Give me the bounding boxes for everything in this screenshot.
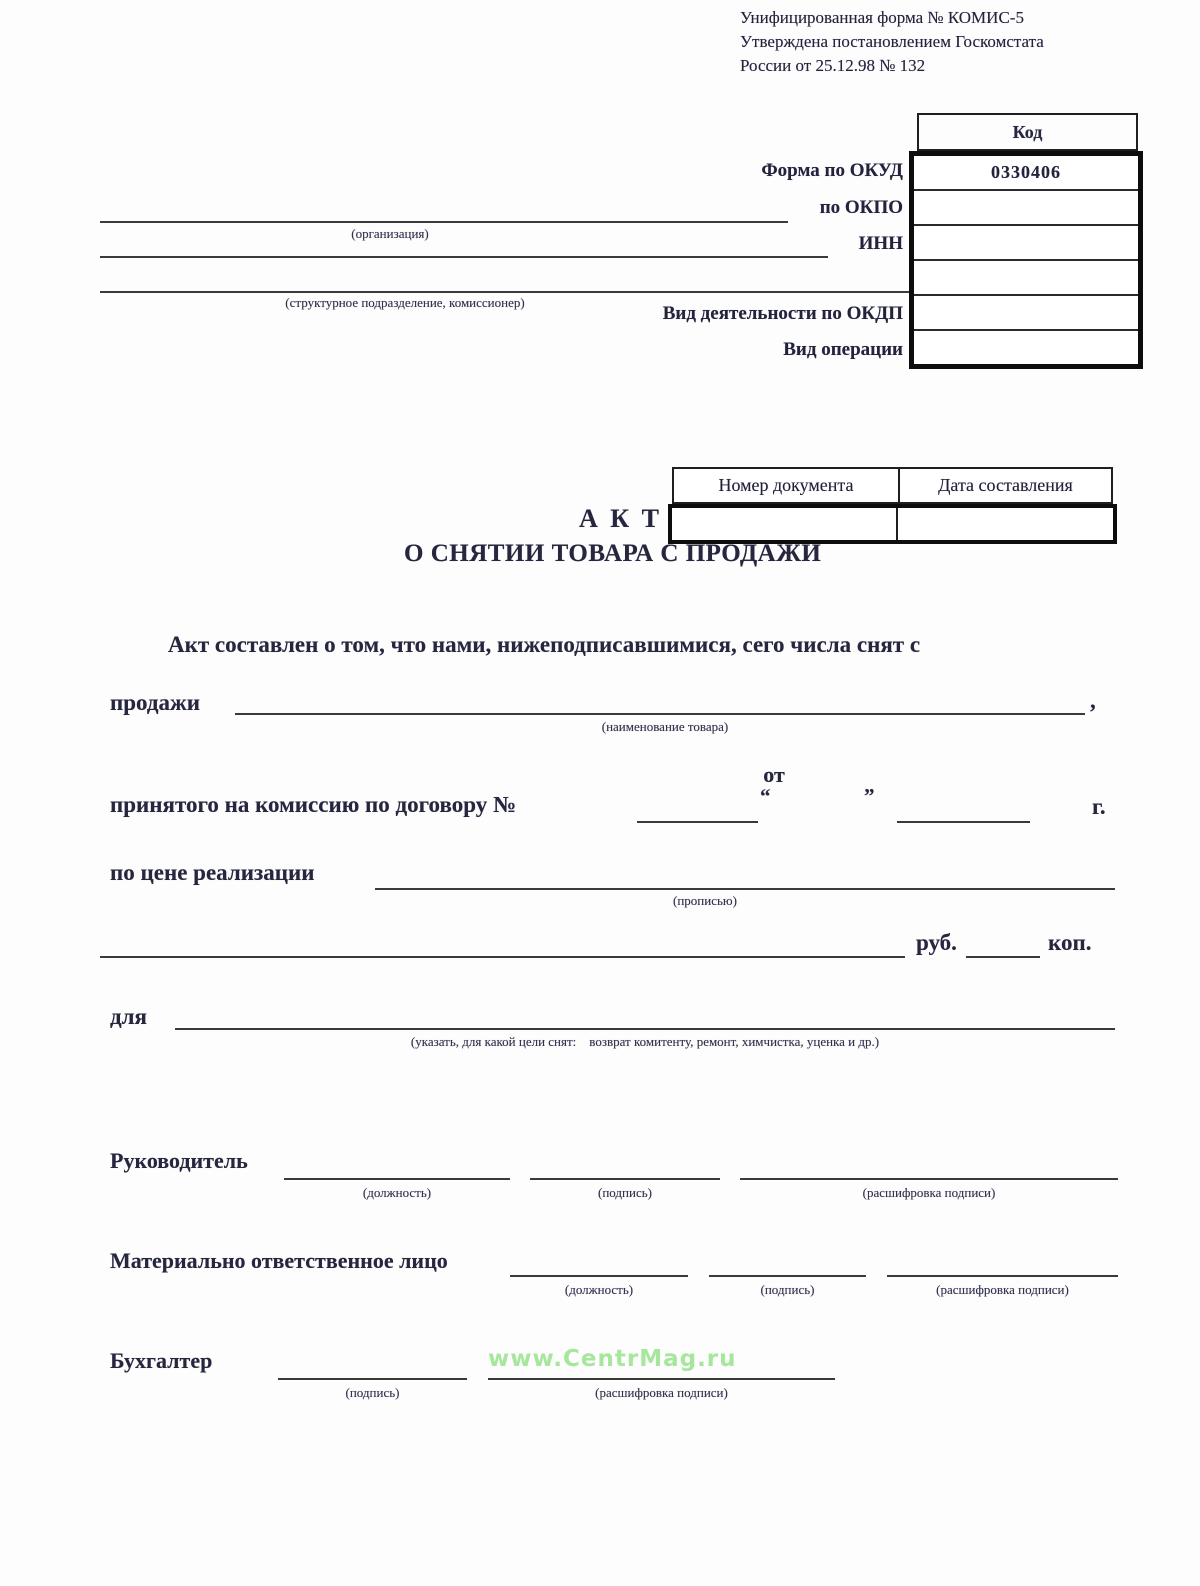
mol-fullname-field [887, 1275, 1118, 1297]
okdp-label: Вид деятельности по ОКДП [662, 303, 903, 324]
mol-fullname-line [887, 1275, 1118, 1277]
title-akt: А К Т [579, 504, 662, 533]
accountant-signature-line [278, 1378, 467, 1380]
price-words-hint: (прописью) [673, 893, 737, 908]
doc-date-header: Дата составления [938, 475, 1073, 495]
signature-accountant-role: Бухгалтер [110, 1348, 213, 1373]
title-subtitle: О СНЯТИИ ТОВАРА С ПРОДАЖИ [404, 540, 822, 567]
intro-text: Акт составлен о том, что нами, нижеподписавшимися, сего числа снят с [168, 632, 921, 657]
code-cell-operation [914, 329, 1138, 364]
approval-note-line3: России от 25.12.98 № 132 [740, 56, 926, 75]
product-name-line [235, 713, 1085, 715]
doc-table-body [668, 504, 1117, 544]
code-cell-okdp [914, 294, 1138, 329]
head-fullname-line [740, 1178, 1118, 1180]
signature-head-role: Руководитель [110, 1148, 248, 1173]
operation-label: Вид операции [783, 339, 903, 360]
date-quote-open: “ [760, 784, 771, 808]
centrmag-watermark: www.CentrMag.ru [488, 1346, 737, 1372]
code-table-body [909, 151, 1143, 369]
kop-label: коп. [1048, 930, 1092, 955]
doc-number-cell [672, 508, 898, 540]
mol-signature-line [709, 1275, 866, 1277]
price-words-line [375, 888, 1115, 890]
head-signature-line [530, 1178, 720, 1180]
product-name-hint: (наименование товара) [601, 719, 729, 734]
mol-position-line [510, 1275, 688, 1277]
contract-date-line [897, 821, 1030, 823]
amount-line [100, 956, 905, 958]
head-signature-hint: (подпись) [598, 1185, 652, 1200]
accountant-signature-hint: (подпись) [345, 1385, 400, 1400]
doc-number-header: Номер документа [674, 469, 900, 502]
approval-note-line2: Утверждена постановлением Госкомстата [740, 32, 1044, 51]
signature-mol-role: Материально ответственное лицо [110, 1248, 448, 1273]
organization-line-2 [100, 256, 828, 258]
for-line [175, 1028, 1115, 1030]
accountant-signature-field [278, 1378, 467, 1400]
code-cell-inn [914, 224, 1138, 259]
mol-position-hint: (должность) [564, 1282, 634, 1297]
mol-signature-field [709, 1275, 866, 1297]
okpo-label: по ОКПО [819, 197, 903, 218]
head-fullname-hint: (расшифровка подписи) [862, 1185, 996, 1200]
mol-position-field [510, 1275, 688, 1297]
organization-hint: (организация) [351, 226, 429, 241]
date-quote-close: ” [864, 784, 875, 808]
head-position-field [284, 1178, 510, 1200]
accountant-fullname-field [488, 1378, 835, 1400]
kopecks-line [966, 956, 1040, 958]
head-signature-field [530, 1178, 720, 1200]
code-header-label: Код [1012, 121, 1043, 142]
code-cell-okud: 0330406 [991, 162, 1061, 182]
head-position-line [284, 1178, 510, 1180]
contract-label: принятого на комиссию по договору № [110, 792, 517, 817]
doc-date-cell [898, 508, 1113, 540]
division-hint: (структурное подразделение, комиссионер) [285, 295, 525, 310]
year-label: г. [1092, 794, 1106, 819]
okud-label: Форма по ОКУД [761, 160, 903, 181]
code-table-header [917, 113, 1138, 151]
sale-label: продажи [110, 690, 200, 715]
from-label: от [763, 762, 785, 787]
approval-note [740, 6, 1044, 78]
head-fullname-field [740, 1178, 1118, 1200]
division-line [100, 291, 909, 293]
code-cell-blank [914, 259, 1138, 294]
accountant-fullname-hint: (расшифровка подписи) [595, 1385, 728, 1400]
for-hint: (указать, для какой цели снят: возврат комитенту, ремонт, химчистка, уценка и др.) [410, 1034, 880, 1049]
price-label: по цене реализации [110, 860, 315, 885]
approval-note-line1: Унифицированная форма № КОМИС-5 [740, 8, 1024, 27]
sale-comma: , [1090, 688, 1096, 713]
accountant-fullname-line [488, 1378, 835, 1380]
mol-signature-hint: (подпись) [760, 1282, 815, 1297]
for-label: для [110, 1004, 147, 1029]
head-position-hint: (должность) [362, 1185, 432, 1200]
inn-label: ИНН [858, 233, 903, 254]
mol-fullname-hint: (расшифровка подписи) [936, 1282, 1069, 1297]
code-cell-okpo [914, 189, 1138, 224]
contract-number-line [637, 821, 758, 823]
doc-table-header [672, 467, 1113, 504]
rub-label: руб. [916, 930, 957, 955]
organization-line [100, 221, 788, 223]
